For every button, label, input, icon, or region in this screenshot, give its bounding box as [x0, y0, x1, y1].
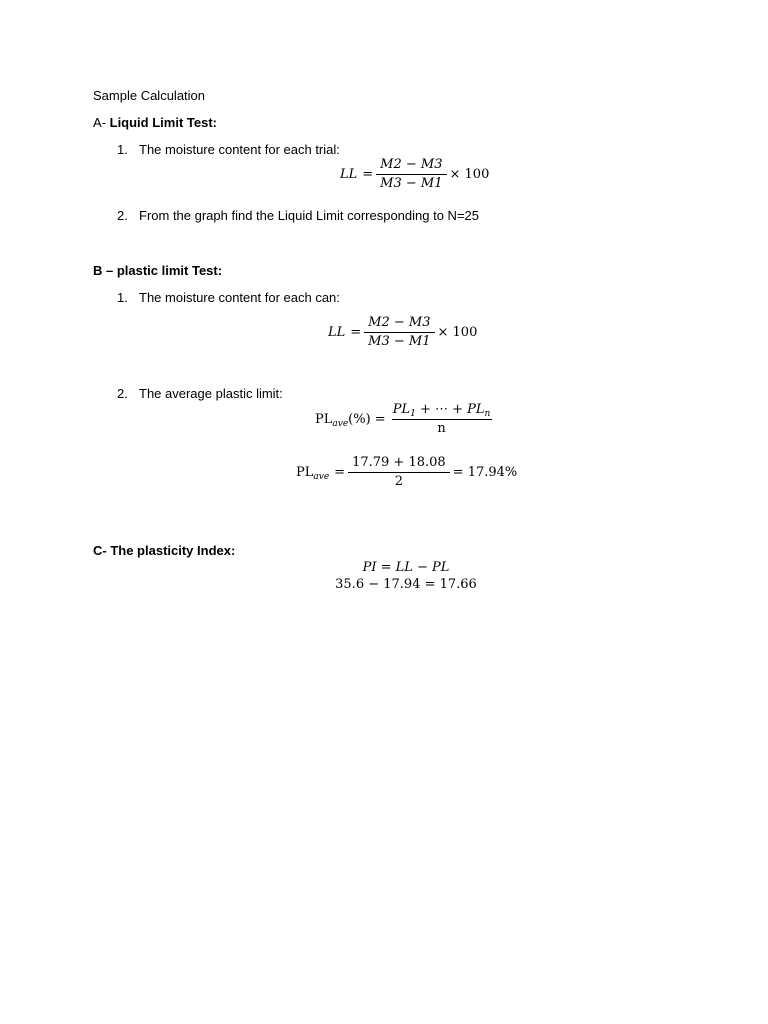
fraction-denominator: n	[392, 419, 492, 437]
document-title: Sample Calculation	[93, 88, 206, 103]
liquid-limit-formula	[340, 157, 489, 192]
section-c-heading: C- The plasticity Index:	[93, 543, 236, 558]
list-number: 2.	[117, 208, 128, 223]
formula-lhs: LL	[340, 167, 358, 182]
list-number: 2.	[117, 386, 128, 401]
average-plastic-limit-calculation	[296, 455, 517, 490]
formula-fraction	[378, 157, 444, 192]
section-b-item-2	[117, 386, 283, 402]
section-a-item-2	[117, 208, 479, 224]
section-a-title: Liquid Limit Test:	[109, 115, 217, 130]
average-plastic-limit-formula	[315, 402, 492, 437]
fraction-denominator: M3 − M1	[376, 174, 446, 192]
formula-fraction	[350, 455, 448, 490]
formula-multiplier: × 100	[449, 167, 490, 182]
formula-fraction	[391, 402, 493, 437]
formula-fraction	[366, 315, 432, 350]
section-a-item-1	[117, 142, 340, 158]
section-a-heading	[93, 115, 217, 131]
list-number: 1.	[117, 142, 128, 157]
list-text: From the graph find the Liquid Limit corresponding to N=25	[139, 208, 479, 223]
formula-lhs: LL	[328, 325, 346, 340]
plasticity-index-formula	[330, 559, 482, 593]
fraction-numerator: $PL_1$ + ⋯ + $PL_n$	[392, 402, 491, 419]
formula-multiplier: × 100	[437, 325, 478, 340]
list-text: The moisture content for each trial:	[139, 142, 340, 157]
list-number: 1.	[117, 290, 128, 305]
fraction-numerator: 17.79 + 18.08	[352, 455, 446, 470]
formula-result: = 17.94%	[452, 465, 518, 480]
section-a-prefix: A-	[93, 115, 110, 130]
section-b-heading: B – plastic limit Test:	[93, 263, 223, 278]
fraction-denominator: M3 − M1	[364, 332, 434, 350]
fraction-numerator: M2 − M3	[380, 157, 443, 172]
moisture-content-formula	[328, 315, 477, 350]
formula-equals: =	[362, 167, 374, 182]
plasticity-index-equation: PI = LL − PL	[362, 560, 450, 575]
list-text: The moisture content for each can:	[139, 290, 340, 305]
formula-lhs: $PL_{ave}(\%)$ =	[315, 412, 386, 429]
section-b-item-1	[117, 290, 340, 306]
fraction-numerator: M2 − M3	[368, 315, 431, 330]
fraction-denominator: 2	[348, 472, 450, 490]
formula-equals: =	[334, 465, 346, 480]
formula-equals: =	[350, 325, 362, 340]
plasticity-index-calculation: 35.6 − 17.94 = 17.66	[335, 577, 477, 592]
formula-lhs: $PL_{ave}$	[296, 465, 330, 482]
list-text: The average plastic limit:	[139, 386, 283, 401]
